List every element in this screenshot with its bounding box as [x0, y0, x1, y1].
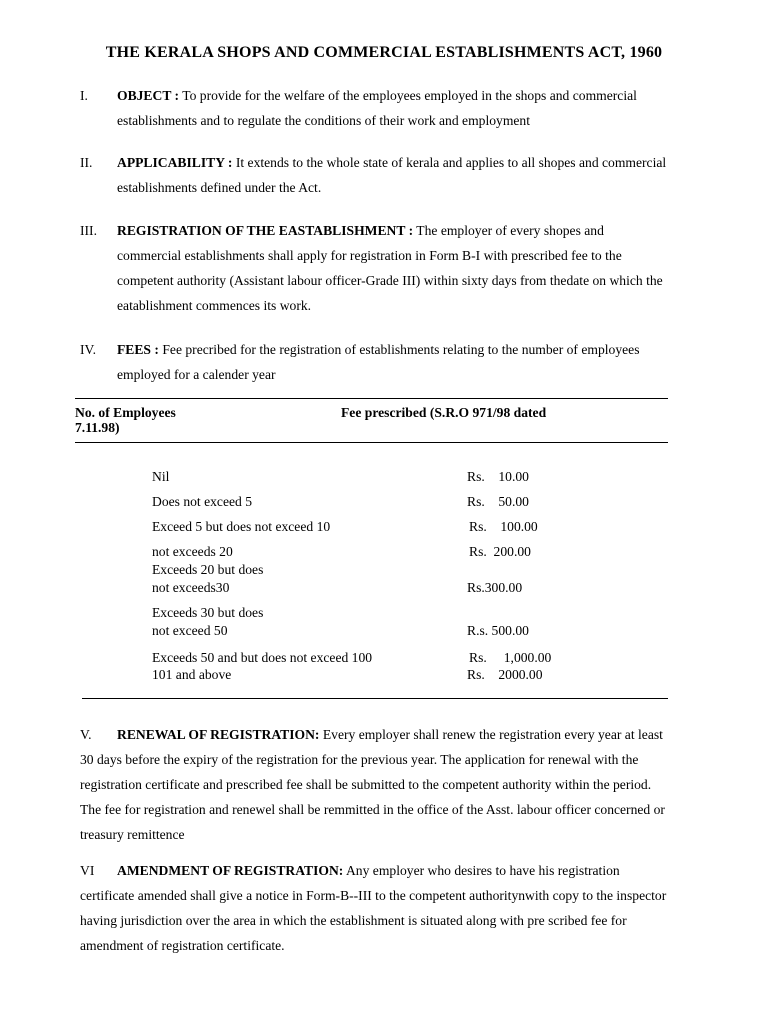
section-applicability: [80, 150, 670, 200]
employees-cell: Exceeds 50 and but does not exceed 100: [152, 650, 373, 665]
section-text: The employer of every shopes and commercial establishments shall apply for registration in Form B-I with prescribed fee to the competent authority (Assistant labour officer-Grade III) within sixty days from thedate on which the eatablishment commences its work.: [117, 223, 663, 313]
fee-cell: Rs.300.00: [467, 580, 523, 595]
employees-cell: Exceeds 30 but does: [152, 605, 264, 620]
section-amendment: [80, 858, 670, 958]
fee-cell: Rs. 2000.00: [467, 667, 543, 682]
section-number: II.: [80, 155, 93, 170]
fee-cell: Rs. 1,000.00: [469, 650, 552, 665]
section-object: [80, 83, 670, 133]
fee-cell: Rs. 50.00: [467, 494, 529, 509]
section-heading: APPLICABILITY :: [117, 155, 233, 170]
employees-cell: Exceed 5 but does not exceed 10: [152, 519, 331, 534]
section-text: Any employer who desires to have his registration certificate amended shall give a notice in Form-B--III to the competent authoritynwith copy to the inspector having jurisdiction over the area in which the establishment is situated along with pre scribed fee for amendment of registration certificate.: [80, 863, 667, 953]
column-header-employees: No. of Employees: [75, 405, 176, 420]
section-text: To provide for the welfare of the employees employed in the shops and commercial establishments and to regulate the conditions of their work and employment: [117, 88, 637, 128]
section-text: Every employer shall renew the registration every year at least 30 days before the expiry of the registration for the previous year. The application for renewal with the registration certificate and prescribed fee shall be submitted to the competent authority within the period. The fee for registration and renewel shall be remmitted in the office of the Asst. labour officer concerned or treasury remittence: [80, 727, 665, 842]
employees-cell: Nil: [152, 469, 170, 484]
employees-cell: Does not exceed 5: [152, 494, 253, 509]
section-number: VI: [80, 863, 95, 878]
table-bottom-rule: [82, 698, 668, 699]
fee-cell: Rs. 100.00: [469, 519, 538, 534]
employees-cell: Exceeds 20 but does: [152, 562, 264, 577]
employees-cell-cont: not exceeds30: [152, 580, 230, 595]
section-text: It extends to the whole state of kerala and applies to all shopes and commercial establishments defined under the Act.: [117, 155, 667, 195]
table-header-rule: [75, 442, 668, 443]
section-renewal: [80, 722, 670, 847]
section-text: Fee precribed for the registration of establishments relating to the number of employees employed for a calender year: [117, 342, 640, 382]
section-heading: AMENDMENT OF REGISTRATION:: [117, 863, 344, 878]
column-header-fee: Fee prescribed (S.R.O 971/98 dated: [341, 405, 547, 420]
section-heading: FEES :: [117, 342, 159, 357]
document-title: THE KERALA SHOPS AND COMMERCIAL ESTABLISHMENTS ACT, 1960: [105, 44, 663, 61]
fee-cell: Rs. 200.00: [469, 544, 531, 559]
fee-cell: R.s. 500.00: [467, 623, 529, 638]
section-number: III.: [80, 223, 97, 238]
section-number: V.: [80, 727, 92, 742]
fee-cell: Rs. 10.00: [467, 469, 529, 484]
section-number: I.: [80, 88, 88, 103]
section-heading: RENEWAL OF REGISTRATION:: [117, 727, 320, 742]
section-registration: [80, 218, 670, 318]
section-heading: OBJECT :: [117, 88, 180, 103]
employees-cell: not exceeds 20: [152, 544, 233, 559]
section-fees: [80, 337, 670, 387]
employees-cell-cont: not exceed 50: [152, 623, 228, 638]
employees-cell: 101 and above: [152, 667, 232, 682]
table-top-rule: [75, 398, 668, 399]
section-number: IV.: [80, 342, 96, 357]
section-heading: REGISTRATION OF THE EASTABLISHMENT :: [117, 223, 414, 238]
column-header-fee-cont: 7.11.98): [75, 420, 120, 435]
